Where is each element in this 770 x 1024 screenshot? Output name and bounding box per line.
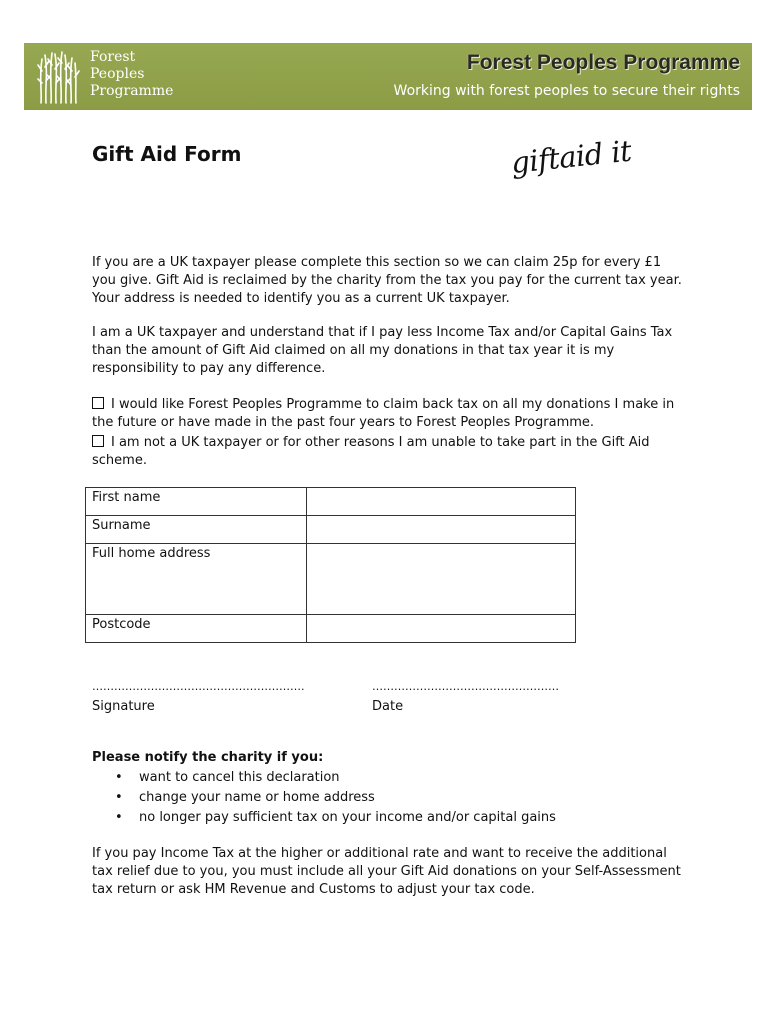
signature-line[interactable]: …………………………………………………. [92,680,305,693]
table-row [86,615,576,643]
notify-item-text: want to cancel this declaration [139,770,340,785]
notify-heading: Please notify the charity if you: [92,750,324,765]
first-name-field[interactable] [307,488,576,516]
page-title: Gift Aid Form [92,142,242,166]
logo-wordmark [90,49,173,100]
organisation-tagline: Working with forest peoples to secure their rights [393,83,740,99]
bullet-icon: • [115,810,123,825]
notify-item-text: change your name or home address [139,790,375,805]
claim-tax-label: I would like Forest Peoples Programme to claim back tax on all my donations I make in the future or have made in the past four years to Forest Peoples Programme. [92,397,675,430]
table-row [86,544,576,615]
bullet-icon: • [115,770,123,785]
home-address-field[interactable] [307,544,576,615]
notify-list [92,769,556,829]
logo-line-3: Programme [90,83,174,99]
option-not-taxpayer [92,434,682,470]
logo-line-2: Peoples [90,66,145,82]
giftaid-it-logo: giftaid it [509,133,633,180]
surname-label: Surname [86,516,307,544]
logo-line-1: Forest [90,49,136,65]
header-banner [24,43,752,110]
not-taxpayer-label: I am not a UK taxpayer or for other reasons I am unable to take part in the Gift Aid scheme. [92,435,650,468]
bullet-icon: • [115,790,123,805]
intro-paragraph-2: I am a UK taxpayer and understand that if I pay less Income Tax and/or Capital Gains Tax than the amount of Gift Aid claimed on all my donations in that tax year it is my responsibility to pay any difference. [92,325,673,376]
table-row [86,516,576,544]
intro-paragraph-1: If you are a UK taxpayer please complete this section so we can claim 25p for every £1 you give. Gift Aid is reclaimed by the charity from the tax you pay for the current tax year. Your address is needed to identify you as a current UK taxpayer. [92,255,682,306]
higher-rate-paragraph: If you pay Income Tax at the higher or additional rate and want to receive the additional tax relief due to you, you must include all your Gift Aid donations on your Self-Assessment tax return or ask HM Revenue and Customs to adjust your tax code. [92,846,681,897]
list-item [92,769,556,789]
first-name-label: First name [86,488,307,516]
list-item [92,809,556,829]
postcode-label: Postcode [86,615,307,643]
notify-item-text: no longer pay sufficient tax on your income and/or capital gains [139,810,556,825]
surname-field[interactable] [307,516,576,544]
signature-label: Signature [92,699,155,714]
organisation-title: Forest Peoples Programme [466,51,740,74]
date-line[interactable]: …………………………………………… [372,680,559,693]
table-row [86,488,576,516]
details-table [85,487,576,643]
home-address-label: Full home address [86,544,307,615]
forest-logo-icon [36,49,80,105]
postcode-field[interactable] [307,615,576,643]
claim-tax-checkbox[interactable] [92,397,104,409]
list-item [92,789,556,809]
option-claim-tax [92,396,682,432]
not-taxpayer-checkbox[interactable] [92,435,104,447]
date-label: Date [372,699,404,714]
